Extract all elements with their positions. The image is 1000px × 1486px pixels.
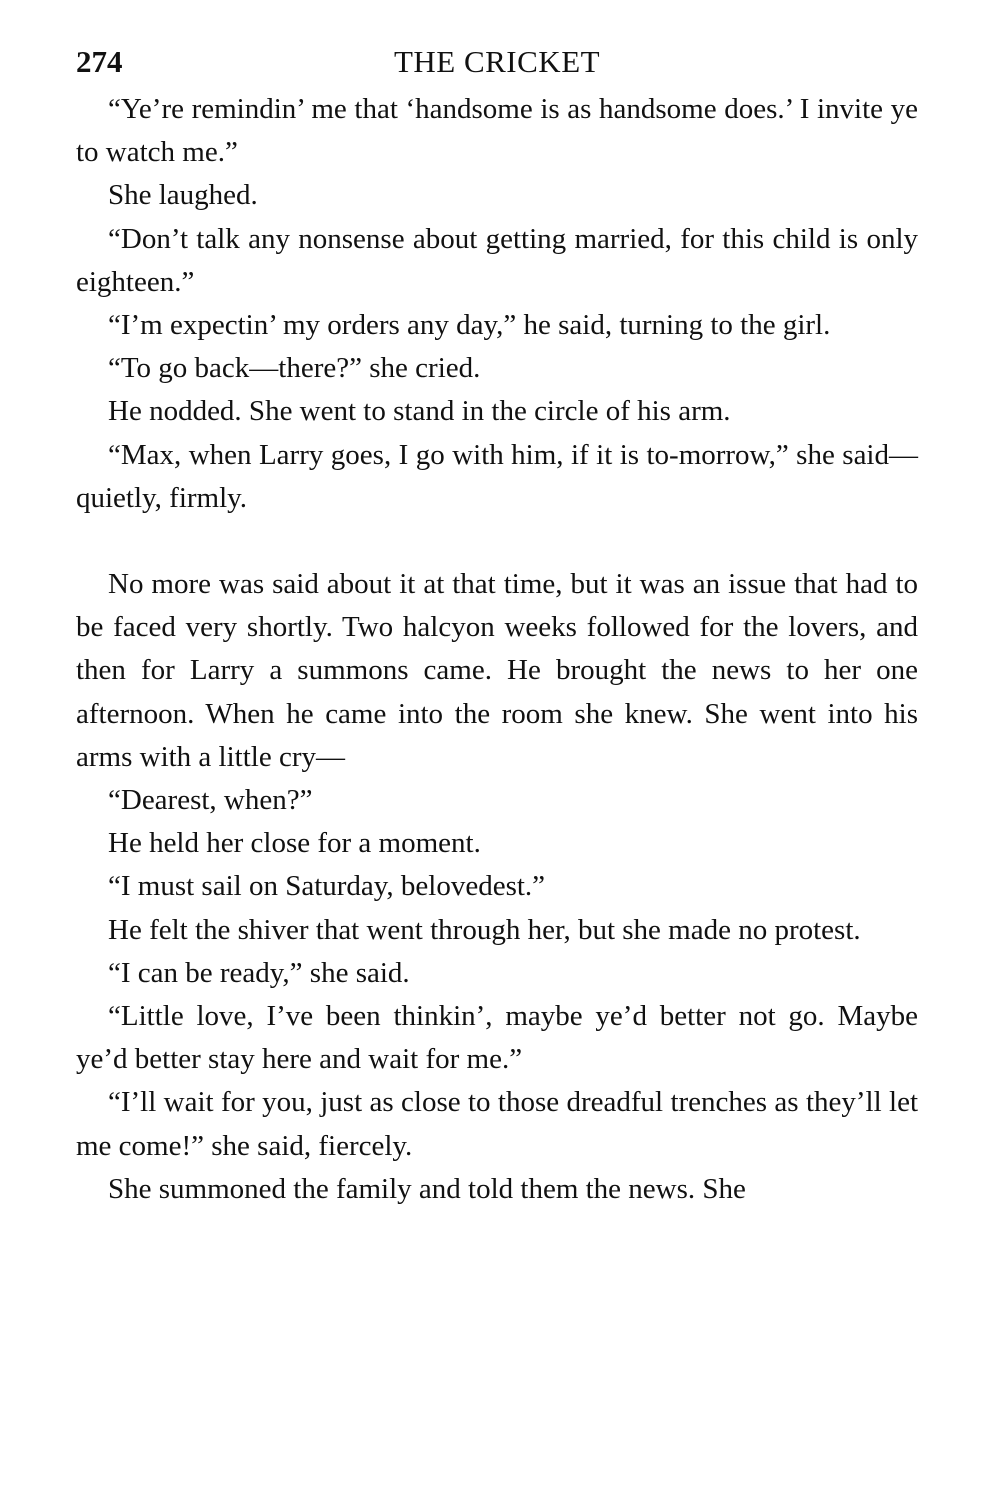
paragraph: He felt the shiver that went through her, but she made no protest. <box>108 913 861 946</box>
paragraph: He held her close for a moment. <box>108 827 481 860</box>
paragraph: “Little love, I’ve been thinkin’, maybe ye’d better not go. Maybe ye’d better stay here and wait for me.” <box>76 1000 918 1076</box>
paragraph: She laughed. <box>108 179 258 212</box>
paragraph: “I must sail on Saturday, belovedest.” <box>108 870 546 903</box>
paragraph: “I can be ready,” she said. <box>108 956 410 989</box>
page-header <box>76 36 918 88</box>
section-break <box>76 520 918 563</box>
paragraph: He nodded. She went to stand in the circle of his arm. <box>108 395 731 428</box>
paragraph: “I’ll wait for you, just as close to those dreadful trenches as they’ll let me come!” she said, fiercely. <box>76 1086 918 1162</box>
paragraph: “To go back—there?” she cried. <box>108 352 481 385</box>
running-title: THE CRICKET <box>393 44 601 79</box>
paragraph: “Don’t talk any nonsense about getting married, for this child is only eighteen.” <box>76 222 918 298</box>
paragraph: She summoned the family and told them the news. She <box>108 1172 746 1205</box>
paragraph: “Ye’re remindin’ me that ‘handsome is as handsome does.’ I invite ye to watch me.” <box>76 93 918 169</box>
page-number: 274 <box>76 44 123 79</box>
book-page <box>76 36 918 1211</box>
body-text <box>76 88 918 1211</box>
paragraph: “I’m expectin’ my orders any day,” he said, turning to the girl. <box>108 309 831 342</box>
paragraph: No more was said about it at that time, but it was an issue that had to be faced very shortly. Two halcyon weeks followed for the lovers, and then for Larry a summons came. He brought the news to her one afternoon. When he came into the room she knew. She went into his arms with a little cry— <box>76 568 918 773</box>
paragraph: “Max, when Larry goes, I go with him, if it is to-morrow,” she said—quietly, firmly. <box>76 438 918 514</box>
paragraph: “Dearest, when?” <box>108 784 313 817</box>
